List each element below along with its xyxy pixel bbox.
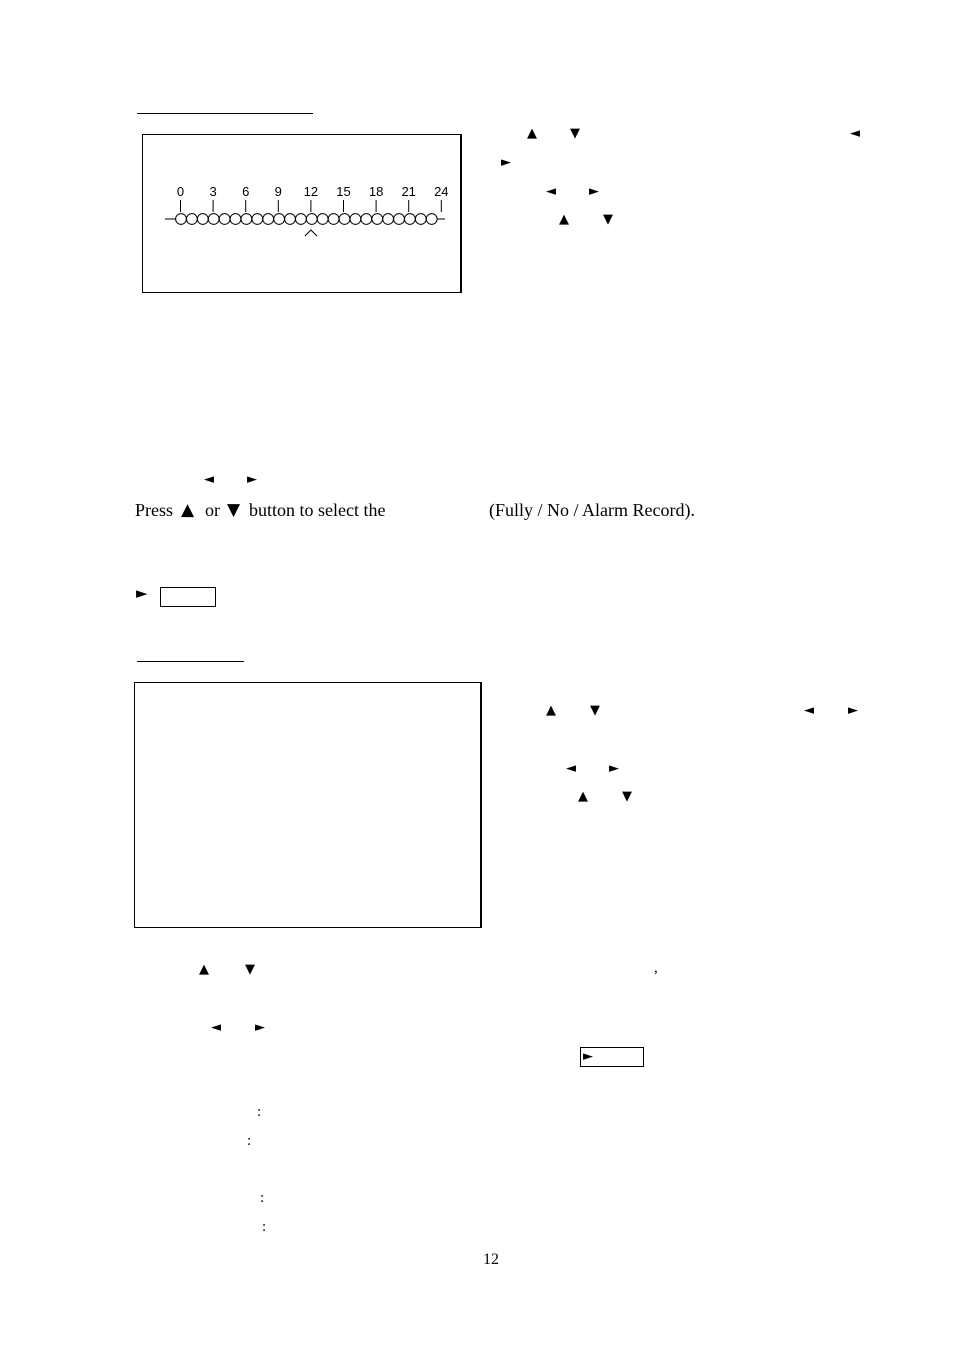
timeline-hour-slot [383, 214, 394, 225]
timeline-tick-label: 9 [274, 184, 282, 199]
timeline-hour-slot [241, 214, 252, 225]
timeline-cursor-caret [305, 230, 317, 236]
menu-screen-box [134, 682, 482, 928]
timeline-hour-slot [317, 214, 328, 225]
timeline-hour-slot [372, 214, 383, 225]
timeline-hour-slot [361, 214, 372, 225]
right-arrow-icon: ► [255, 1020, 265, 1035]
colon-mark: : [257, 1104, 262, 1120]
down-arrow-icon: ▼ [227, 500, 241, 520]
left-arrow-icon: ◄ [204, 472, 214, 487]
left-arrow-icon: ◄ [566, 761, 576, 776]
timeline-hour-slot [339, 214, 350, 225]
colon-mark: : [260, 1190, 265, 1206]
comma-mark: , [654, 960, 658, 976]
up-arrow-icon: ▲ [546, 703, 556, 718]
timeline-hour-slot [208, 214, 219, 225]
timeline-hour-slot [426, 214, 437, 225]
inline-label-box [160, 587, 216, 607]
timeline-hour-slot [306, 214, 317, 225]
up-arrow-icon: ▲ [527, 126, 537, 141]
timeline-hour-slot [296, 214, 307, 225]
section1-heading-underline [137, 113, 313, 114]
timeline-tick-label: 3 [209, 184, 217, 199]
timeline-hour-slot [197, 214, 208, 225]
up-arrow-icon: ▲ [578, 789, 588, 804]
left-arrow-icon: ◄ [804, 703, 814, 718]
timeline-tick-label: 15 [336, 184, 351, 199]
timeline-hour-slot [252, 214, 263, 225]
timeline-hour-slot [405, 214, 416, 225]
instruction-or: or [205, 500, 220, 520]
down-arrow-icon: ▼ [245, 962, 255, 977]
timeline-tick-label: 6 [242, 184, 250, 199]
timeline-hour-slot [350, 214, 361, 225]
timeline-hour-slot [219, 214, 230, 225]
up-arrow-icon: ▲ [199, 962, 209, 977]
right-arrow-icon: ► [136, 584, 148, 602]
instruction-record-modes: (Fully / No / Alarm Record). [489, 500, 695, 520]
right-arrow-icon: ► [589, 184, 599, 199]
down-arrow-icon: ▼ [590, 703, 600, 718]
section2-heading-underline [137, 661, 244, 662]
instruction-select-text: button to select the [249, 500, 386, 520]
instruction-press: Press [135, 500, 174, 520]
timeline-tick-label: 12 [303, 184, 319, 199]
right-arrow-icon: ► [848, 703, 858, 718]
down-arrow-icon: ▼ [603, 212, 613, 227]
right-arrow-icon: ► [609, 761, 619, 776]
up-arrow-icon: ▲ [181, 500, 195, 520]
timeline-hour-slot [187, 214, 198, 225]
up-arrow-icon: ▲ [559, 212, 569, 227]
timeline-chart [143, 135, 461, 292]
timeline-tick-label: 24 [434, 184, 449, 199]
timeline-tick-label: 0 [176, 184, 185, 199]
timeline-hour-slot [285, 214, 296, 225]
page-number: 12 [483, 1251, 499, 1268]
colon-mark: : [247, 1133, 252, 1149]
right-arrow-icon: ► [247, 472, 257, 487]
left-arrow-icon: ◄ [211, 1020, 221, 1035]
timeline-hour-slot [415, 214, 426, 225]
timeline-tick-label: 21 [401, 184, 416, 199]
inline-label-box [580, 1047, 644, 1067]
left-arrow-icon: ◄ [546, 184, 556, 199]
timeline-hour-slot [230, 214, 241, 225]
timeline-hour-slot [176, 214, 187, 225]
timeline-tick-label: 18 [368, 184, 384, 199]
timeline-hour-slot [394, 214, 405, 225]
colon-mark: : [262, 1219, 267, 1235]
down-arrow-icon: ▼ [570, 126, 580, 141]
down-arrow-icon: ▼ [622, 789, 632, 804]
timeline-hour-slot [328, 214, 339, 225]
left-arrow-icon: ◄ [850, 126, 860, 141]
right-arrow-icon: ► [501, 155, 511, 170]
timeline-hour-slot [263, 214, 274, 225]
schedule-timeline-box [142, 134, 462, 293]
timeline-hour-slot [274, 214, 285, 225]
right-arrow-icon: ► [583, 1049, 593, 1064]
